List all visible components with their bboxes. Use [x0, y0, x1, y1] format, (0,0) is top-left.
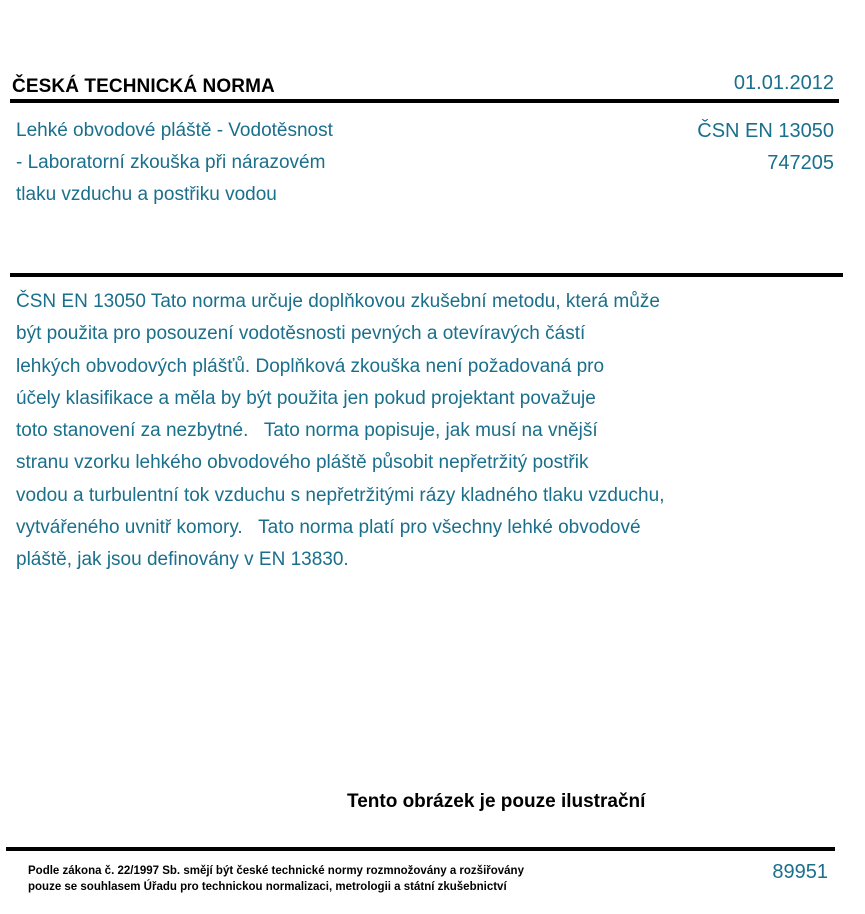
abstract-line: pláště, jak jsou definovány v EN 13830. — [16, 549, 349, 571]
abstract-line: vytvářeného uvnitř komory. Tato norma platí pro všechny lehké obvodové — [16, 517, 641, 539]
norm-title — [16, 115, 436, 211]
norm-title-line: - Laboratorní zkouška při nárazovém — [16, 152, 326, 173]
abstract-line: lehkých obvodových plášťů. Doplňková zkouška není požadovaná pro — [16, 355, 605, 377]
abstract-line: být použita pro posouzení vodotěsnosti pevných a otevíravých částí — [16, 323, 586, 345]
document-header-title: ČESKÁ TECHNICKÁ NORMA — [12, 76, 275, 97]
abstract-text — [16, 286, 816, 577]
norm-title-line: Lehké obvodové pláště - Vodotěsnost — [16, 120, 333, 141]
section-divider — [10, 273, 843, 277]
abstract-line: toto stanovení za nezbytné. Tato norma popisuje, jak musí na vnější — [16, 420, 598, 442]
header-divider — [10, 99, 839, 103]
norm-designation: ČSN EN 13050 — [697, 120, 834, 142]
footer-divider — [6, 847, 835, 851]
illustration-notice: Tento obrázek je pouze ilustrační — [347, 791, 646, 812]
norm-codes — [697, 115, 834, 179]
abstract-line: vodou a turbulentní tok vzduchu s nepřetržitými rázy kladného tlaku vzduchu, — [16, 484, 665, 506]
abstract-line: ČSN EN 13050 Tato norma určuje doplňkovou zkušební metodu, která může — [16, 291, 660, 312]
abstract-line: účely klasifikace a měla by být použita jen pokud projektant považuje — [16, 387, 596, 409]
norm-title-line: tlaku vzduchu a postřiku vodou — [16, 184, 277, 205]
issue-date: 01.01.2012 — [733, 72, 834, 94]
document-id: 89951 — [772, 861, 828, 883]
abstract-line: stranu vzorku lehkého obvodového pláště působit nepřetržitý postřik — [16, 452, 589, 474]
legal-line: Podle zákona č. 22/1997 Sb. smějí být české technické normy rozmnožovány a rozšiřovány — [28, 865, 524, 877]
legal-notice — [28, 863, 524, 895]
legal-line: pouze se souhlasem Úřadu pro technickou normalizaci, metrologii a státní zkušebnictví — [28, 881, 507, 893]
norm-class-number: 747205 — [767, 152, 834, 174]
